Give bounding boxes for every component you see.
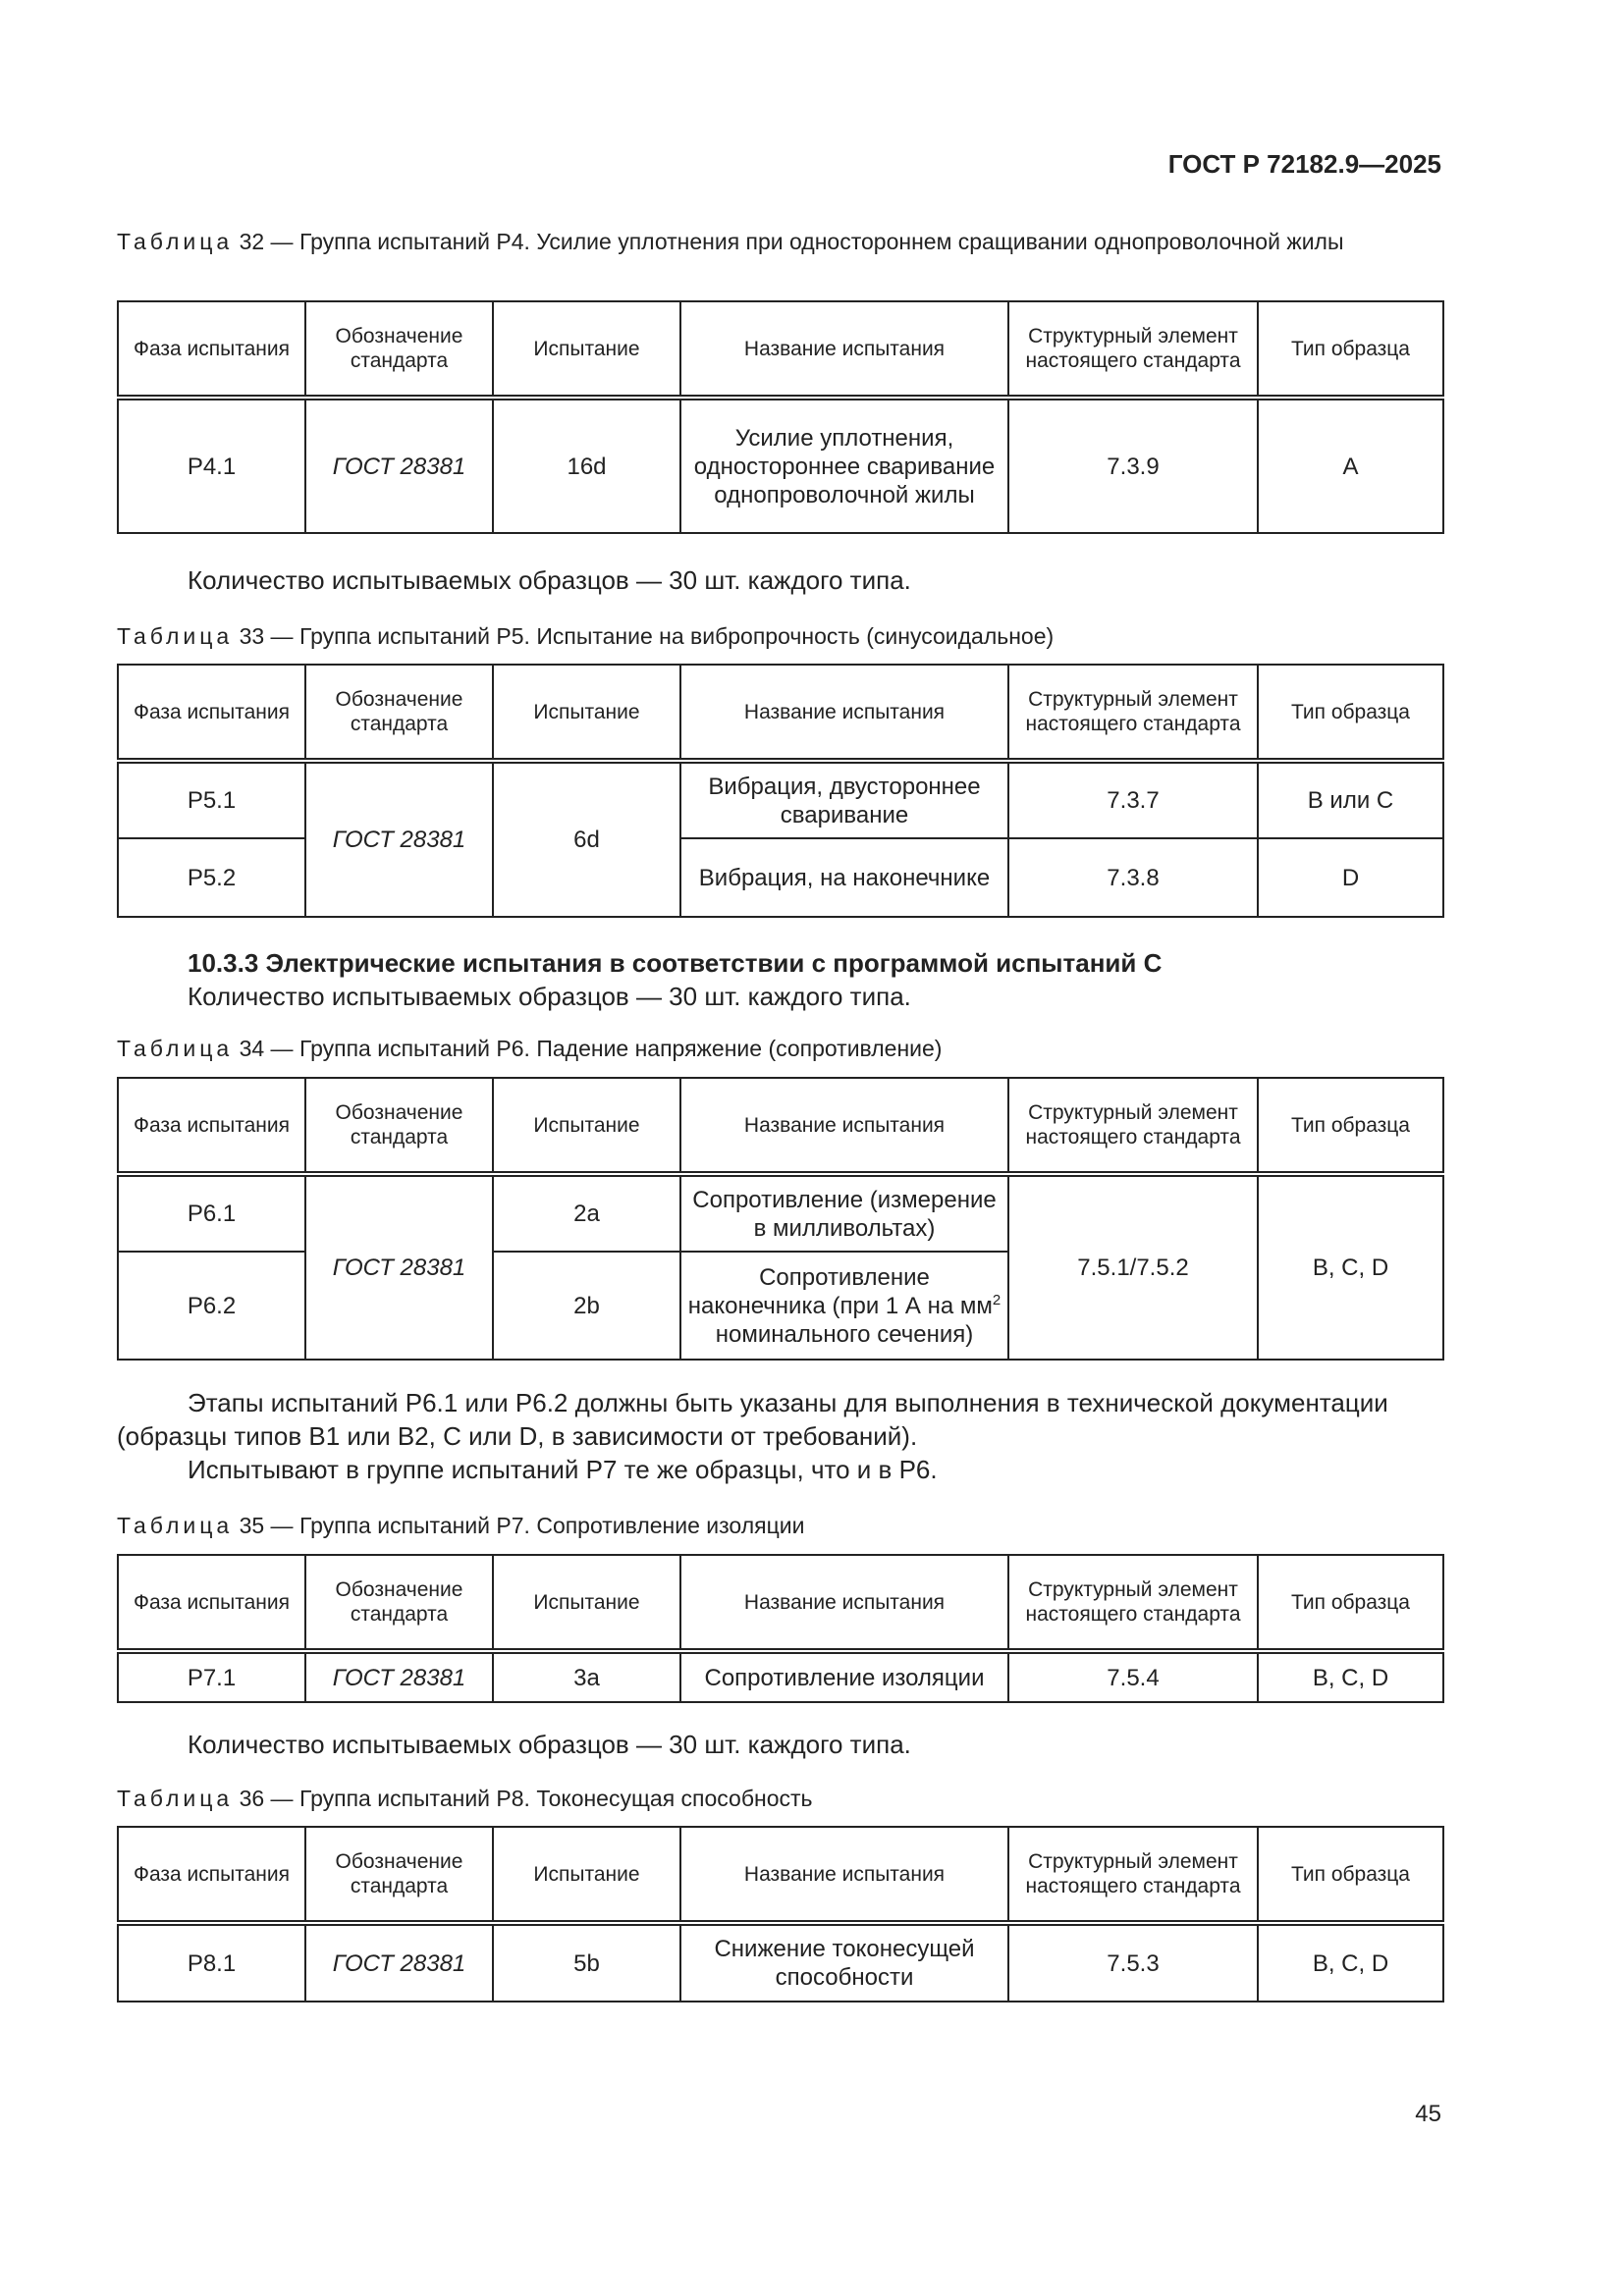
table-row [118,1923,1443,2002]
col-header-test: Испытание [493,301,680,398]
table-34-caption: Таблица 34 — Группа испытаний Р6. Падение напряжение (сопротивление) [117,1036,943,1061]
section-quantity-note: Количество испытываемых образцов — 30 шт. каждого типа. [188,982,911,1011]
table-34 [117,1077,1444,1361]
table-36-caption: Таблица 36 — Группа испытаний Р8. Токонесущая способность [117,1786,813,1811]
col-header-sample-type: Тип образца [1258,301,1443,398]
cell-sample-type: B или C [1258,761,1443,838]
col-header-element: Структурный элемент настоящего стандарта [1008,1827,1258,1923]
cell-sample-type: B, C, D [1258,1651,1443,1702]
cell-test: 2a [493,1174,680,1252]
cell-test-name: Сопротивление (измерение в милливольтах) [680,1174,1008,1252]
cell-standard: ГОСТ 28381 [305,1923,493,2002]
cell-test-name: Сопротивление наконечника (при 1 А на $мм^2$ номинального сечения) [680,1252,1008,1360]
col-header-test: Испытание [493,1827,680,1923]
col-header-element: Структурный элемент настоящего стандарта [1008,665,1258,761]
col-header-element: Структурный элемент настоящего стандарта [1008,301,1258,398]
cell-test-name: Вибрация, двустороннее сваривание [680,761,1008,838]
cell-sample-type: A [1258,398,1443,533]
col-header-standard: Обозначение стандарта [305,1555,493,1651]
cell-test-name: Снижение токонесущей способности [680,1923,1008,2002]
col-header-phase: Фаза испытания [118,1555,305,1651]
cell-standard: ГОСТ 28381 [305,1651,493,1702]
cell-test: 6d [493,761,680,917]
cell-element: 7.5.3 [1008,1923,1258,2002]
cell-test: 3a [493,1651,680,1702]
table-33-caption: Таблица 33 — Группа испытаний Р5. Испытание на вибропрочность (синусоидальное) [117,623,1055,649]
table-row [118,761,1443,838]
document-code: ГОСТ Р 72182.9—2025 [1167,149,1441,179]
col-header-standard: Обозначение стандарта [305,665,493,761]
col-header-test-name: Название испытания [680,301,1008,398]
page-number: 45 [1415,2101,1441,2127]
col-header-test-name: Название испытания [680,665,1008,761]
p6-stages-paragraph: Этапы испытаний Р6.1 или Р6.2 должны быть указаны для выполнения в технической документации (образцы типов B1 или B2, С или D, в зависимости от требований). [117,1388,1388,1451]
section-heading: 10.3.3 Электрические испытания в соответствии с программой испытаний С [188,948,1163,978]
cell-standard: ГОСТ 28381 [305,398,493,533]
p7-samples-paragraph: Испытывают в группе испытаний Р7 те же образцы, что и в Р6. [188,1455,938,1484]
col-header-phase: Фаза испытания [118,1827,305,1923]
cell-phase: P6.1 [118,1174,305,1252]
cell-standard: ГОСТ 28381 [305,761,493,917]
samples-quantity-note: Количество испытываемых образцов — 30 шт. каждого типа. [188,565,911,595]
cell-standard: ГОСТ 28381 [305,1174,493,1360]
cell-test: 5b [493,1923,680,2002]
col-header-standard: Обозначение стандарта [305,1078,493,1174]
col-header-element: Структурный элемент настоящего стандарта [1008,1078,1258,1174]
col-header-test: Испытание [493,1555,680,1651]
cell-test-name: Сопротивление изоляции [680,1651,1008,1702]
table-row [118,1651,1443,1702]
col-header-test-name: Название испытания [680,1555,1008,1651]
cell-sample-type: B, C, D [1258,1174,1443,1360]
col-header-phase: Фаза испытания [118,665,305,761]
table-32-caption: Таблица 32 — Группа испытаний Р4. Усилие уплотнения при одностороннем сращивании однопроволочной жилы [117,229,1344,254]
cell-element: 7.5.1/7.5.2 [1008,1174,1258,1360]
col-header-test-name: Название испытания [680,1078,1008,1174]
col-header-sample-type: Тип образца [1258,1555,1443,1651]
cell-test-name: Усилие уплотнения, одностороннее сваривание однопроволочной жилы [680,398,1008,533]
col-header-test: Испытание [493,1078,680,1174]
table-33 [117,664,1444,918]
cell-element: 7.3.8 [1008,838,1258,917]
cell-phase: P4.1 [118,398,305,533]
col-header-phase: Фаза испытания [118,301,305,398]
col-header-element: Структурный элемент настоящего стандарта [1008,1555,1258,1651]
col-header-phase: Фаза испытания [118,1078,305,1174]
col-header-standard: Обозначение стандарта [305,301,493,398]
cell-phase: P5.2 [118,838,305,917]
col-header-test-name: Название испытания [680,1827,1008,1923]
cell-phase: P6.2 [118,1252,305,1360]
col-header-test: Испытание [493,665,680,761]
cell-phase: P8.1 [118,1923,305,2002]
cell-sample-type: B, C, D [1258,1923,1443,2002]
table-32 [117,300,1444,534]
col-header-sample-type: Тип образца [1258,1827,1443,1923]
cell-test: 2b [493,1252,680,1360]
table-row [118,1174,1443,1252]
col-header-standard: Обозначение стандарта [305,1827,493,1923]
cell-element: 7.3.9 [1008,398,1258,533]
cell-element: 7.5.4 [1008,1651,1258,1702]
cell-element: 7.3.7 [1008,761,1258,838]
cell-phase: P5.1 [118,761,305,838]
table-36 [117,1826,1444,2002]
samples-quantity-note: Количество испытываемых образцов — 30 шт. каждого типа. [188,1730,911,1759]
cell-phase: P7.1 [118,1651,305,1702]
col-header-sample-type: Тип образца [1258,665,1443,761]
cell-test: 16d [493,398,680,533]
col-header-sample-type: Тип образца [1258,1078,1443,1174]
cell-test-name: Вибрация, на наконечнике [680,838,1008,917]
table-row [118,398,1443,533]
table-35-caption: Таблица 35 — Группа испытаний Р7. Сопротивление изоляции [117,1513,805,1538]
cell-sample-type: D [1258,838,1443,917]
table-35 [117,1554,1444,1703]
